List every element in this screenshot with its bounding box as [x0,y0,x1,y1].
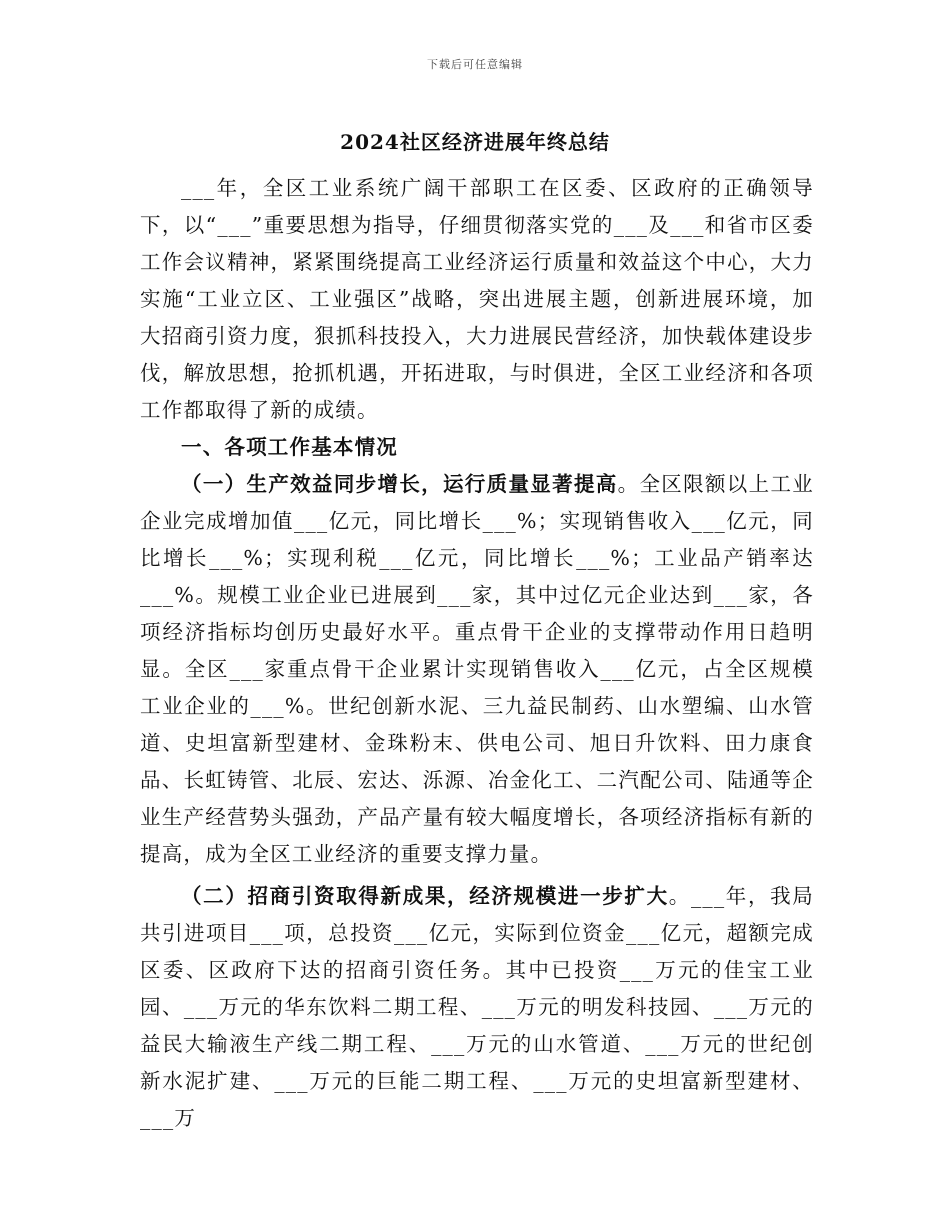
intro-paragraph: ___年，全区工业系统广阔干部职工在区委、区政府的正确领导下，以“___”重要思想为指导，仔细贯彻落实党的___及___和省市区委工作会议精神，紧紧围绕提高工业经济运行质量和效益这个中心，大力实施“工业立区、工业强区”战略，突出进展主题，创新进展环境，加大招商引资力度，狠抓科技投入，大力进展民营经济，加快载体建设步伐，解放思想，抢抓机遇，开拓进取，与时俱进，全区工业经济和各项工作都取得了新的成绩。 [140,176,814,422]
paragraph-text: 。___年，我局共引进项目___项，总投资___亿元，实际到位资金___亿元，超额完成区委、区政府下达的招商引资任务。其中已投资___万元的佳宝工业园、___万元的华东饮料二期工程、___万元的明发科技园、___万元的益民大输液生产线二期工程、___万元的山水管道、___万元的世纪创新水泥扩建、___万元的巨能二期工程、___万元的史坦富新型建材、___万 [140,884,814,1130]
document-title: 2024社区经济进展年终总结 [340,130,610,154]
paragraph-lead: （二）招商引资取得新成果，经济规模进一步扩大 [181,884,669,908]
header-note: 下载后可任意编辑 [427,58,523,71]
section-heading: 一、各项工作基本情况 [181,435,398,459]
paragraph-text: 。全区限额以上工业企业完成增加值___亿元，同比增长___%；实现销售收入___亿元，同比增长___%；实现利税___亿元，同比增长___%；工业品产销率达___%。规模工业企业已进展到___家，其中过亿元企业达到___家，各项经济指标均创历史最好水平。重点骨干企业的支撑带动作用日趋明显。全区___家重点骨干企业累计实现销售收入___亿元，占全区规模工业企业的___%。世纪创新水泥、三九益民制药、山水塑编、山水管道、史坦富新型建材、金珠粉末、供电公司、旭日升饮料、田力康食品、长虹铸管、北辰、宏达、泺源、冶金化工、二汽配公司、陆通等企业生产经营势头强劲，产品产量有较大幅度增长，各项经济指标有新的提高，成为全区工业经济的重要支撑力量。 [140,472,814,866]
paragraph-lead: （一）生产效益同步增长，运行质量显著提高 [181,472,618,496]
paragraph-investment [140,878,814,1137]
paragraph-production [140,466,814,873]
document-body [140,170,814,1137]
